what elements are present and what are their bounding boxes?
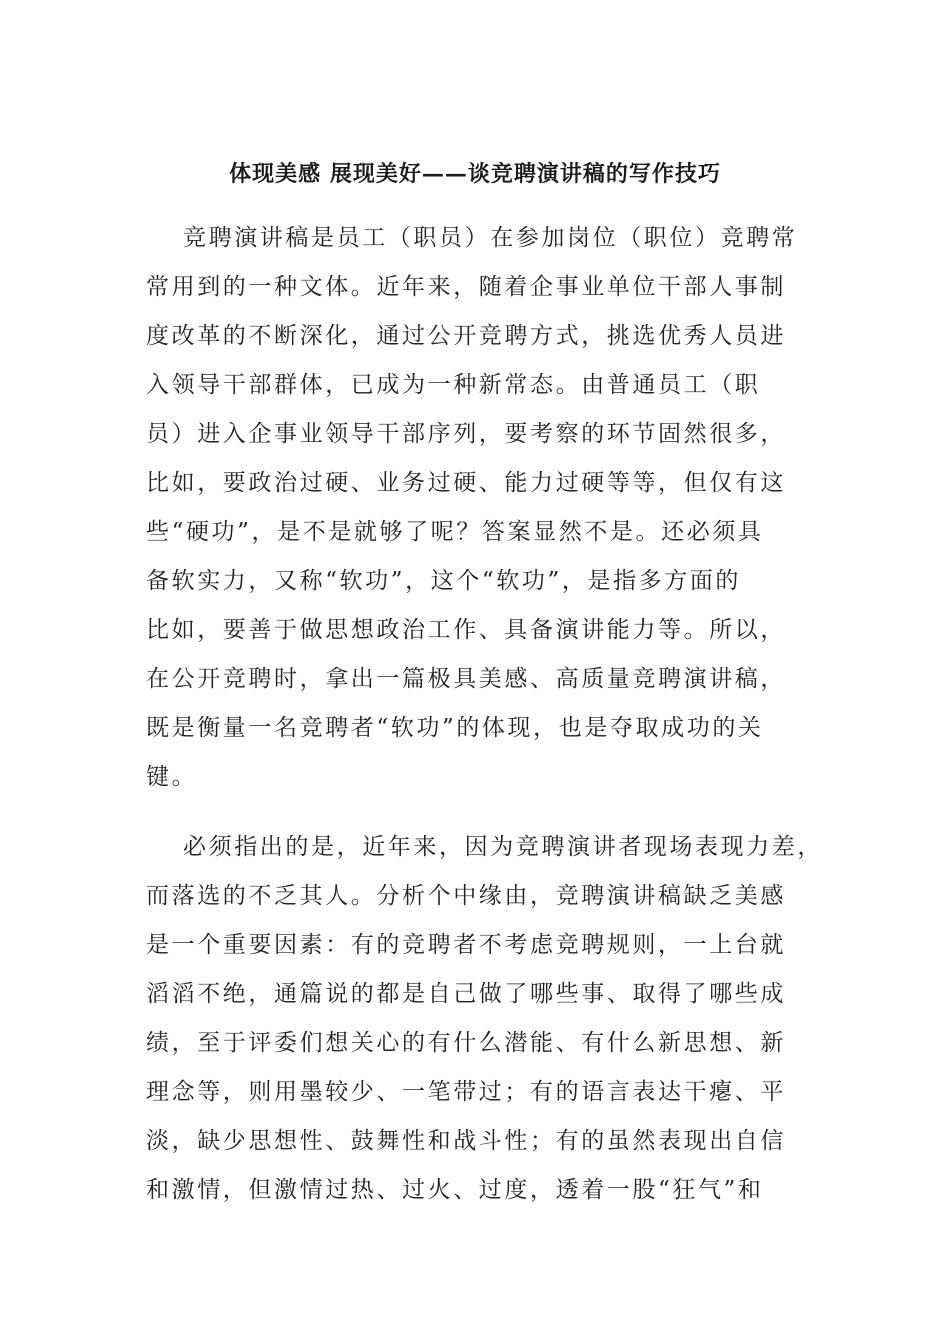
paragraph-line: 度改革的不断深化，通过公开竞聘方式，挑选优秀人员进 [146,323,786,349]
paragraph-line: 绩，至于评委们想关心的有什么潜能、有什么新思想、新 [146,1030,786,1056]
paragraph-line: 入领导干部群体，已成为一种新常态。由普通员工（职 [146,372,761,398]
paragraph-line: 淡，缺少思想性、鼓舞性和战斗性；有的虽然表现出自信 [146,1128,786,1154]
paragraph-line: 理念等，则用墨较少、一笔带过；有的语言表达干瘪、平 [146,1079,786,1105]
paragraph-line: 在公开竞聘时，拿出一篇极具美感、高质量竞聘演讲稿， [146,666,786,692]
paragraph-line: 比如，要善于做思想政治工作、具备演讲能力等。所以， [146,617,786,643]
paragraph-line: 而落选的不乏其人。分析个中缘由，竞聘演讲稿缺乏美感 [146,883,786,909]
paragraph-line: 是一个重要因素：有的竞聘者不考虑竞聘规则，一上台就 [146,932,786,958]
paragraph-line: 键。 [146,764,198,790]
paragraph-line: 常用到的一种文体。近年来，随着企事业单位干部人事制 [146,274,786,300]
paragraph-line: 既是衡量一名竞聘者“软功”的体现，也是夺取成功的关 [146,715,764,741]
paragraph-1 [146,214,806,802]
paragraph-2 [146,823,823,1215]
paragraph-line: 和激情，但激情过热、过火、过度，透着一股“狂气”和 [146,1177,764,1203]
paragraph-line: 员）进入企事业领导干部序列，要考察的环节固然很多， [146,421,786,447]
paragraph-line: 比如，要政治过硬、业务过硬、能力过硬等等，但仅有这 [146,470,786,496]
paragraph-line: 滔滔不绝，通篇说的都是自己做了哪些事、取得了哪些成 [146,981,786,1007]
paragraph-line: 竞聘演讲稿是员工（职员）在参加岗位（职位）竞聘常 [183,225,798,251]
document-title: 体现美感 展现美好——谈竞聘演讲稿的写作技巧 [229,161,721,187]
paragraph-line: 必须指出的是，近年来，因为竞聘演讲者现场表现力差， [183,834,823,860]
paragraph-line: 些“硬功”，是不是就够了呢？答案显然不是。还必须具 [146,519,764,545]
paragraph-line: 备软实力，又称“软功”，这个“软功”，是指多方面的 [146,568,742,594]
